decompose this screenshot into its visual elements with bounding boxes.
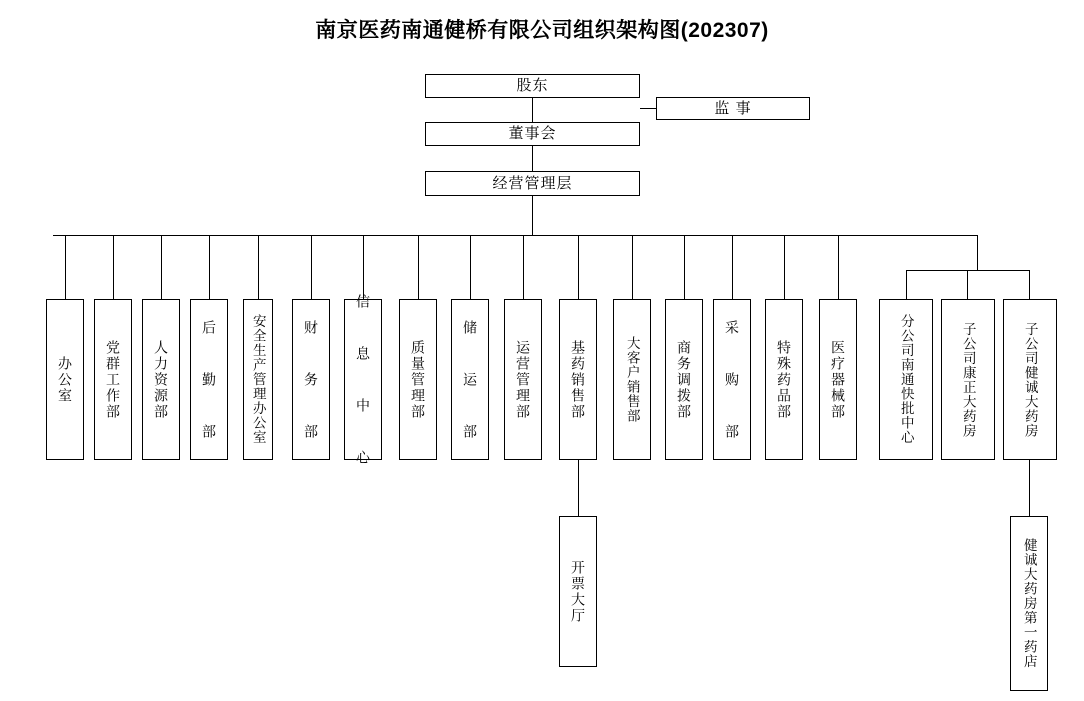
node-supervisor[interactable] [656,97,810,120]
node-finance[interactable] [292,299,330,460]
node-medical-devices-label: 医疗器械部 [830,339,847,420]
node-sub-jiancheng[interactable] [1003,299,1057,460]
node-invoice-hall[interactable] [559,516,597,667]
page-title: 南京医药南通健桥有限公司组织架构图(202307) [315,19,769,42]
drop-party-work [113,235,114,299]
node-information-center-label: 信 息 中 心 [355,293,372,466]
drop-medical-devices [838,235,839,299]
node-business-allocation-label: 商务调拨部 [676,339,693,420]
node-key-account-sales[interactable] [613,299,651,460]
node-hr[interactable] [142,299,180,460]
node-basic-drug-sales[interactable] [559,299,597,460]
drop-business-allocation [684,235,685,299]
drop-safety [258,235,259,299]
node-key-account-sales-label: 大客户销售部 [624,336,640,423]
drop-sub-kangzheng [967,270,968,299]
node-logistics[interactable] [190,299,228,460]
node-operations[interactable] [504,299,542,460]
node-management[interactable] [425,171,640,196]
node-office-label: 办公室 [57,355,74,404]
drop-logistics [209,235,210,299]
drop-branch-nantong [906,270,907,299]
node-jiancheng-store1[interactable] [1010,516,1048,691]
node-supervisor-label: 监 事 [714,99,752,117]
node-party-work[interactable] [94,299,132,460]
node-office[interactable] [46,299,84,460]
node-storage-transport[interactable] [451,299,489,460]
node-medical-devices[interactable] [819,299,857,460]
edge-jiancheng-to-store1 [1029,460,1030,516]
drop-subsidiary-group [977,235,978,270]
drop-storage [470,235,471,299]
node-basic-drug-sales-label: 基药销售部 [570,339,587,420]
node-invoice-hall-label: 开票大厅 [570,559,587,624]
node-shareholders[interactable] [425,74,640,98]
node-purchasing-label: 采 购 部 [724,319,741,440]
node-board-label: 董事会 [508,125,557,143]
node-board[interactable] [425,122,640,146]
node-sub-kangzheng[interactable] [941,299,995,460]
drop-special-drugs [784,235,785,299]
edge-management-bus [532,196,533,235]
node-quality-label: 质量管理部 [410,339,427,420]
node-safety-production[interactable] [243,299,273,460]
drop-quality [418,235,419,299]
node-branch-nantong-label: 分公司南通快批中心 [898,314,914,445]
node-purchasing[interactable] [713,299,751,460]
node-sub-jiancheng-label: 子公司健诚大药房 [1022,321,1038,438]
drop-key-account [632,235,633,299]
drop-office [65,235,66,299]
edge-shareholders-supervisor [640,108,656,109]
edge-board-management [532,146,533,171]
drop-operations [523,235,524,299]
node-information-center[interactable] [344,293,382,466]
node-special-drugs[interactable] [765,299,803,460]
node-finance-label: 财 务 部 [303,319,320,440]
edge-shareholders-board [532,98,533,122]
drop-sub-jiancheng [1029,270,1030,299]
node-operations-label: 运营管理部 [515,339,532,420]
drop-basic-drug [578,235,579,299]
node-branch-nantong[interactable] [879,299,933,460]
drop-finance [311,235,312,299]
node-management-label: 经营管理层 [492,174,573,192]
node-storage-transport-label: 储 运 部 [462,319,479,440]
node-hr-label: 人力资源部 [153,339,170,420]
edge-basic-drug-to-invoice-hall [578,460,579,516]
node-sub-kangzheng-label: 子公司康正大药房 [960,321,976,438]
node-safety-production-label: 安全生产管理办公室 [250,314,266,445]
drop-purchasing [732,235,733,299]
node-jiancheng-store1-label: 健诚大药房第一药店 [1021,538,1037,669]
node-quality[interactable] [399,299,437,460]
node-shareholders-label: 股东 [516,77,549,95]
node-party-work-label: 党群工作部 [105,339,122,420]
node-business-allocation[interactable] [665,299,703,460]
node-special-drugs-label: 特殊药品部 [776,339,793,420]
drop-information [363,235,364,299]
node-logistics-label: 后 勤 部 [201,319,218,440]
drop-hr [161,235,162,299]
